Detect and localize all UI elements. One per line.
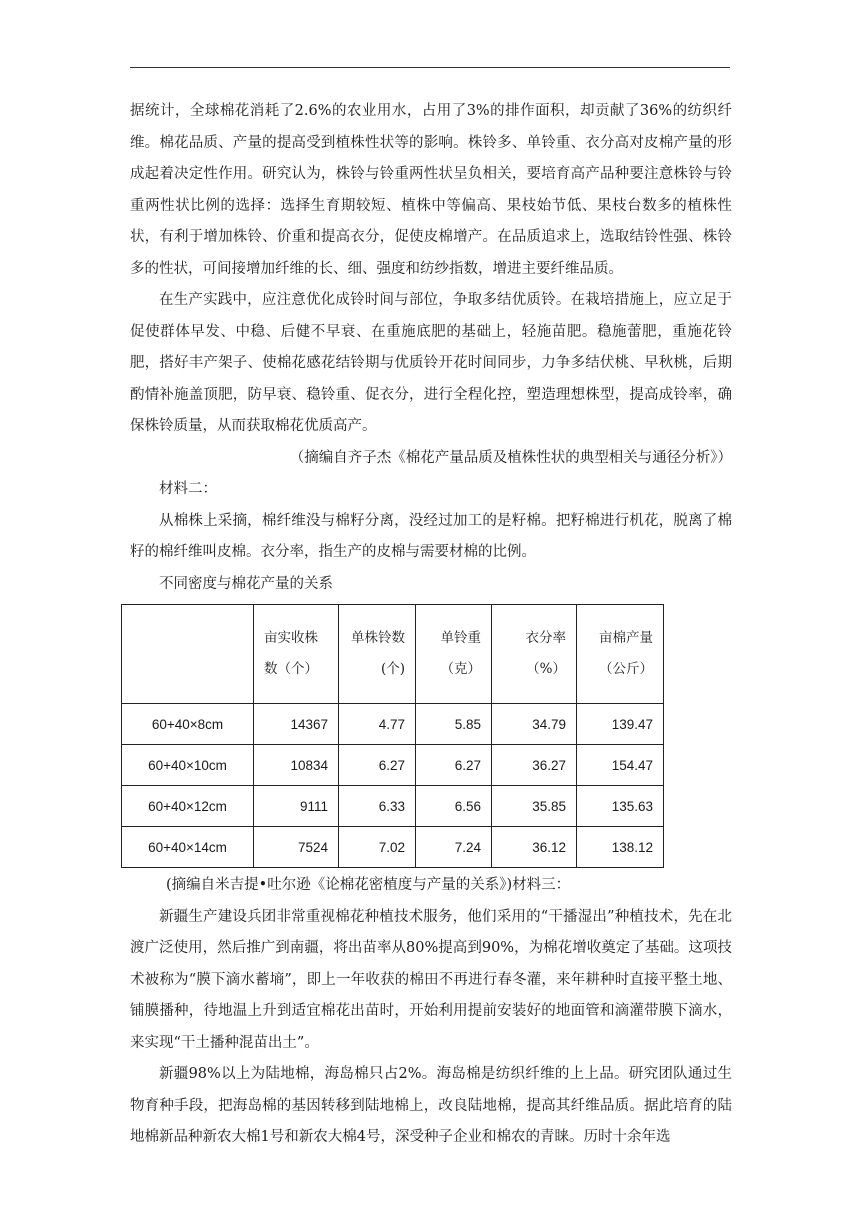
page-body (130, 96, 732, 1154)
density-yield-table (121, 604, 664, 868)
table-row-label: 60+40×8cm (122, 704, 254, 745)
header-cell-boll-weight: 单铃重（克） (416, 605, 492, 704)
table-row-label: 60+40×10cm (122, 745, 254, 786)
table-cell: 138.12 (577, 827, 664, 868)
paragraph-cotton-statistics: 据统计，全球棉花消耗了2.6%的农业用水，占用了3%的排作面积，却贡献了36%的纺织纤维。棉花品质、产量的提高受到植株性状等的影响。株铃多、单铃重、衣分高对皮棉产量的形成起着决定性作用。研究认为，株铃与铃重两性状呈负相关，要培育高产品种要注意株铃与铃重两性状比例的选择：选择生育期较短、植株中等偏高、果枝始节低、果枝台数多的植株性状，有利于增加株铃、价重和提高衣分，促使皮棉增产。在品质追求上，选取结铃性强、株铃多的性状，可间接增加纤维的长、细、强度和纺纱指数，增进主要纤维品质。 (130, 103, 732, 277)
table-cell: 35.85 (492, 786, 577, 827)
table-cell: 36.27 (492, 745, 577, 786)
table-cell: 14367 (254, 704, 339, 745)
table-cell: 154.47 (577, 745, 664, 786)
material-two-text: 从棉株上采摘，棉纤维没与棉籽分离，没经过加工的是籽棉。把籽棉进行机花，脱离了棉籽的棉纤维叫皮棉。衣分率，指生产的皮棉与需要材棉的比例。 (130, 512, 732, 560)
table-row (122, 704, 664, 745)
table-cell: 34.79 (492, 704, 577, 745)
paragraph-production-practice: 在生产实践中，应注意优化成铃时间与部位，争取多结优质铃。在栽培措施上，应立足于促使群体早发、中稳、后健不早衰、在重施底肥的基础上，轻施苗肥。稳施蕾肥，重施花铃肥，搭好丰产架子、使棉花感花结铃期与优质铃开花时间同步，力争多结伏桃、早秋桃，后期酌情补施盖顶肥，防早衰、稳铃重、促衣分，进行全程化控，塑造理想株型，提高成铃率，确保株铃质量，从而获取棉花优质高产。 (130, 292, 732, 434)
header-cell-plants-per-mu: 亩实收株数（个） (254, 605, 339, 704)
header-cell-lint-yield: 亩棉产量（公斤） (577, 605, 664, 704)
table-cell: 10834 (254, 745, 339, 786)
table-row (122, 827, 664, 868)
table-cell: 6.27 (339, 745, 416, 786)
paragraph-xinjiang-technique: 新疆生产建设兵团非常重视棉花种植技术服务，他们采用的“干播湿出”种植技术，先在北渡广泛使用，然后推广到南疆，将出苗率从80%提高到90%，为棉花增收奠定了基础。这项技术被称为“膜下滴水蓄墒”，即上一年收获的棉田不再进行春冬灌，来年耕种时直接平整土地、铺膜播种，待地温上升到适宜棉花出苗时，开始利用提前安装好的地面管和滴灌带膜下滴水，来实现“干土播种混苗出土”。 (130, 908, 732, 1051)
table-header-row (122, 605, 664, 704)
table-cell: 5.85 (416, 704, 492, 745)
source-citation-2-and-material-three: (摘编自米吉提•吐尔逊《论棉花密植度与产量的关系》)材料三： (166, 877, 571, 893)
material-two-heading: 材料二： (159, 481, 217, 497)
source-citation-1: （摘编自齐子杰《棉花产量品质及植株性状的典型相关与通径分析》） (289, 449, 732, 466)
table-row (122, 786, 664, 827)
header-rule (130, 67, 730, 68)
header-cell-bolls-per-plant: 单株铃数(个) (339, 605, 416, 704)
table-caption: 不同密度与棉花产量的关系 (159, 575, 333, 592)
header-cell-blank (122, 605, 254, 704)
table-cell: 7.02 (339, 827, 416, 868)
table-cell: 135.63 (577, 786, 664, 827)
table-row-label: 60+40×12cm (122, 786, 254, 827)
table-cell: 36.12 (492, 827, 577, 868)
table-cell: 4.77 (339, 704, 416, 745)
paragraph-upland-cotton: 新疆98%以上为陆地棉，海岛棉只占2%。海岛棉是纺织纤维的上上品。研究团队通过生物育种手段，把海岛棉的基因转移到陆地棉上，改良陆地棉，提高其纤维品质。据此培育的陆地棉新品种新农大棉1号和新农大棉4号，深受种子企业和棉农的青睐。历时十余年选 (130, 1066, 732, 1145)
table-cell: 7524 (254, 827, 339, 868)
table-cell: 6.27 (416, 745, 492, 786)
table-cell: 6.33 (339, 786, 416, 827)
table-cell: 7.24 (416, 827, 492, 868)
table-cell: 139.47 (577, 704, 664, 745)
header-cell-lint-percentage: 衣分率（%） (492, 605, 577, 704)
table-row (122, 745, 664, 786)
table-row-label: 60+40×14cm (122, 827, 254, 868)
table-cell: 9111 (254, 786, 339, 827)
table-cell: 6.56 (416, 786, 492, 827)
